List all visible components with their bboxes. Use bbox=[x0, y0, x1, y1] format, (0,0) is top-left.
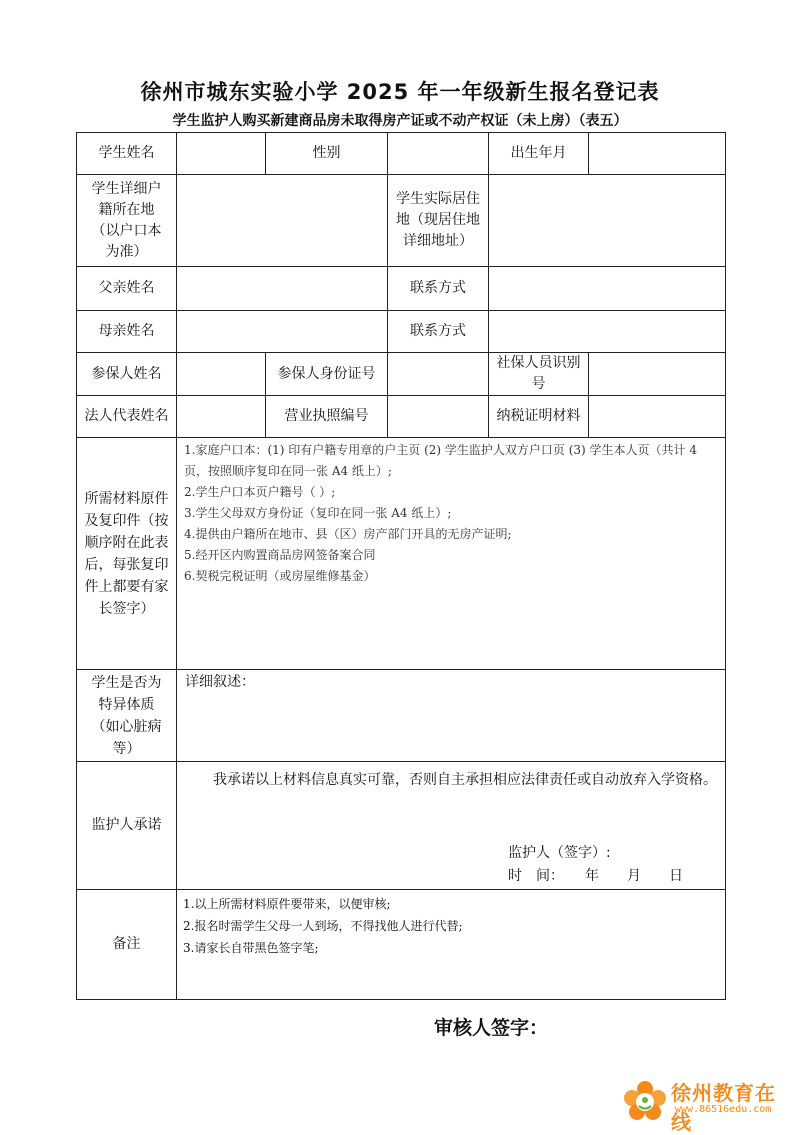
remarks-list bbox=[177, 890, 726, 1000]
insured-name-label: 参保人姓名 bbox=[77, 353, 177, 396]
list-item: 1.家庭户口本：(1) 印有户籍专用章的户主页 (2) 学生监护人双方户口页 (3) 学生本人页（共计 4 页，按照顺序复印在同一张 A4 纸上）; bbox=[184, 443, 697, 478]
guardian-pledge-label: 监护人承诺 bbox=[77, 762, 177, 890]
tax-certificate-label bbox=[489, 396, 589, 438]
materials-label-text: 所需材料原件及复印件（按顺序附在此表后，每张复印件上都要有家长签字） bbox=[84, 490, 169, 617]
list-item: 2.学生户口本页户籍号（ ）; bbox=[184, 485, 336, 499]
business-license-label: 营业执照编号 bbox=[266, 396, 388, 438]
birth-date-label: 出生年月 bbox=[489, 133, 589, 175]
tax-certificate-field[interactable] bbox=[589, 396, 726, 438]
watermark-url: www.86516edu.com bbox=[675, 1104, 772, 1115]
student-name-label: 学生姓名 bbox=[77, 133, 177, 175]
father-name-field[interactable] bbox=[177, 267, 388, 311]
household-address-field[interactable] bbox=[177, 175, 388, 267]
insured-id-field[interactable] bbox=[388, 353, 489, 396]
remarks-label: 备注 bbox=[77, 890, 177, 1000]
legal-rep-name-text: 法人代表姓名 bbox=[84, 408, 169, 424]
page-subtitle: 学生监护人购买新建商品房未取得房产证或不动产权证（未上房）（表五） bbox=[172, 113, 628, 129]
tax-certificate-text: 纳税证明材料 bbox=[496, 408, 581, 424]
registration-form bbox=[76, 132, 726, 1000]
insured-id-label bbox=[266, 353, 388, 396]
insured-id-text: 参保人身份证号 bbox=[277, 365, 376, 382]
list-item: 2.报名时需学生父母一人到场，不得找他人进行代替; bbox=[183, 919, 463, 933]
special-constitution-field[interactable] bbox=[177, 670, 726, 762]
reviewer-signature-label: 审核人签字： bbox=[434, 1017, 549, 1039]
mother-name-label: 母亲姓名 bbox=[77, 311, 177, 353]
list-item: 6.契税完税证明（或房屋维修基金） bbox=[184, 569, 376, 583]
detail-label: 详细叙述： bbox=[185, 674, 255, 690]
list-item: 4.提供由户籍所在地市、县（区）房产部门开具的无房产证明; bbox=[184, 527, 512, 541]
guardian-date-label: 时 间： 年 月 日 bbox=[508, 868, 683, 884]
special-constitution-label bbox=[77, 670, 177, 762]
guardian-pledge-content bbox=[177, 762, 726, 890]
mother-contact-label: 联系方式 bbox=[388, 311, 489, 353]
insured-name-field[interactable] bbox=[177, 353, 266, 396]
student-name-field[interactable] bbox=[177, 133, 266, 175]
flower-logo-icon bbox=[623, 1080, 667, 1122]
father-name-label: 父亲姓名 bbox=[77, 267, 177, 311]
watermark-name: 徐州教育在线 bbox=[671, 1081, 776, 1134]
legal-rep-name-field[interactable] bbox=[177, 396, 266, 438]
gender-label: 性别 bbox=[266, 133, 388, 175]
list-item: 5.经开区内购置商品房网签备案合同 bbox=[184, 548, 376, 562]
birth-date-field[interactable] bbox=[589, 133, 726, 175]
residence-address-label bbox=[388, 175, 489, 267]
residence-address-field[interactable] bbox=[489, 175, 726, 267]
watermark-logo bbox=[623, 1072, 793, 1134]
page-title: 徐州市城东实验小学 2025 年一年级新生报名登记表 bbox=[140, 80, 660, 104]
list-item: 3.请家长自带黑色签字笔; bbox=[183, 941, 319, 955]
father-contact-field[interactable] bbox=[489, 267, 726, 311]
legal-rep-name-label bbox=[77, 396, 177, 438]
materials-label bbox=[77, 438, 177, 670]
mother-contact-field[interactable] bbox=[489, 311, 726, 353]
business-license-field[interactable] bbox=[388, 396, 489, 438]
pledge-text: 我承诺以上材料信息真实可靠，否则自主承担相应法律责任或自动放弃入学资格。 bbox=[213, 772, 717, 788]
mother-name-field[interactable] bbox=[177, 311, 388, 353]
social-security-id-field[interactable] bbox=[589, 353, 726, 396]
father-contact-label: 联系方式 bbox=[388, 267, 489, 311]
list-item: 3.学生父母双方身份证（复印在同一张 A4 纸上）; bbox=[184, 506, 452, 520]
residence-address-text: 学生实际居住地（现居住地详细地址） bbox=[396, 191, 480, 249]
household-address-label bbox=[77, 175, 177, 267]
materials-list bbox=[177, 438, 726, 670]
special-constitution-text: 学生是否为特异体质（如心脏病等） bbox=[91, 674, 162, 757]
list-item: 1.以上所需材料原件要带来，以便审核; bbox=[183, 897, 391, 911]
household-address-text: 学生详细户籍所在地（以户口本为准） bbox=[91, 180, 162, 260]
social-security-id-text: 社保人员识别号 bbox=[496, 355, 581, 392]
guardian-signature-label: 监护人（签字）: bbox=[508, 845, 611, 861]
gender-field[interactable] bbox=[388, 133, 489, 175]
social-security-id-label bbox=[489, 353, 589, 396]
